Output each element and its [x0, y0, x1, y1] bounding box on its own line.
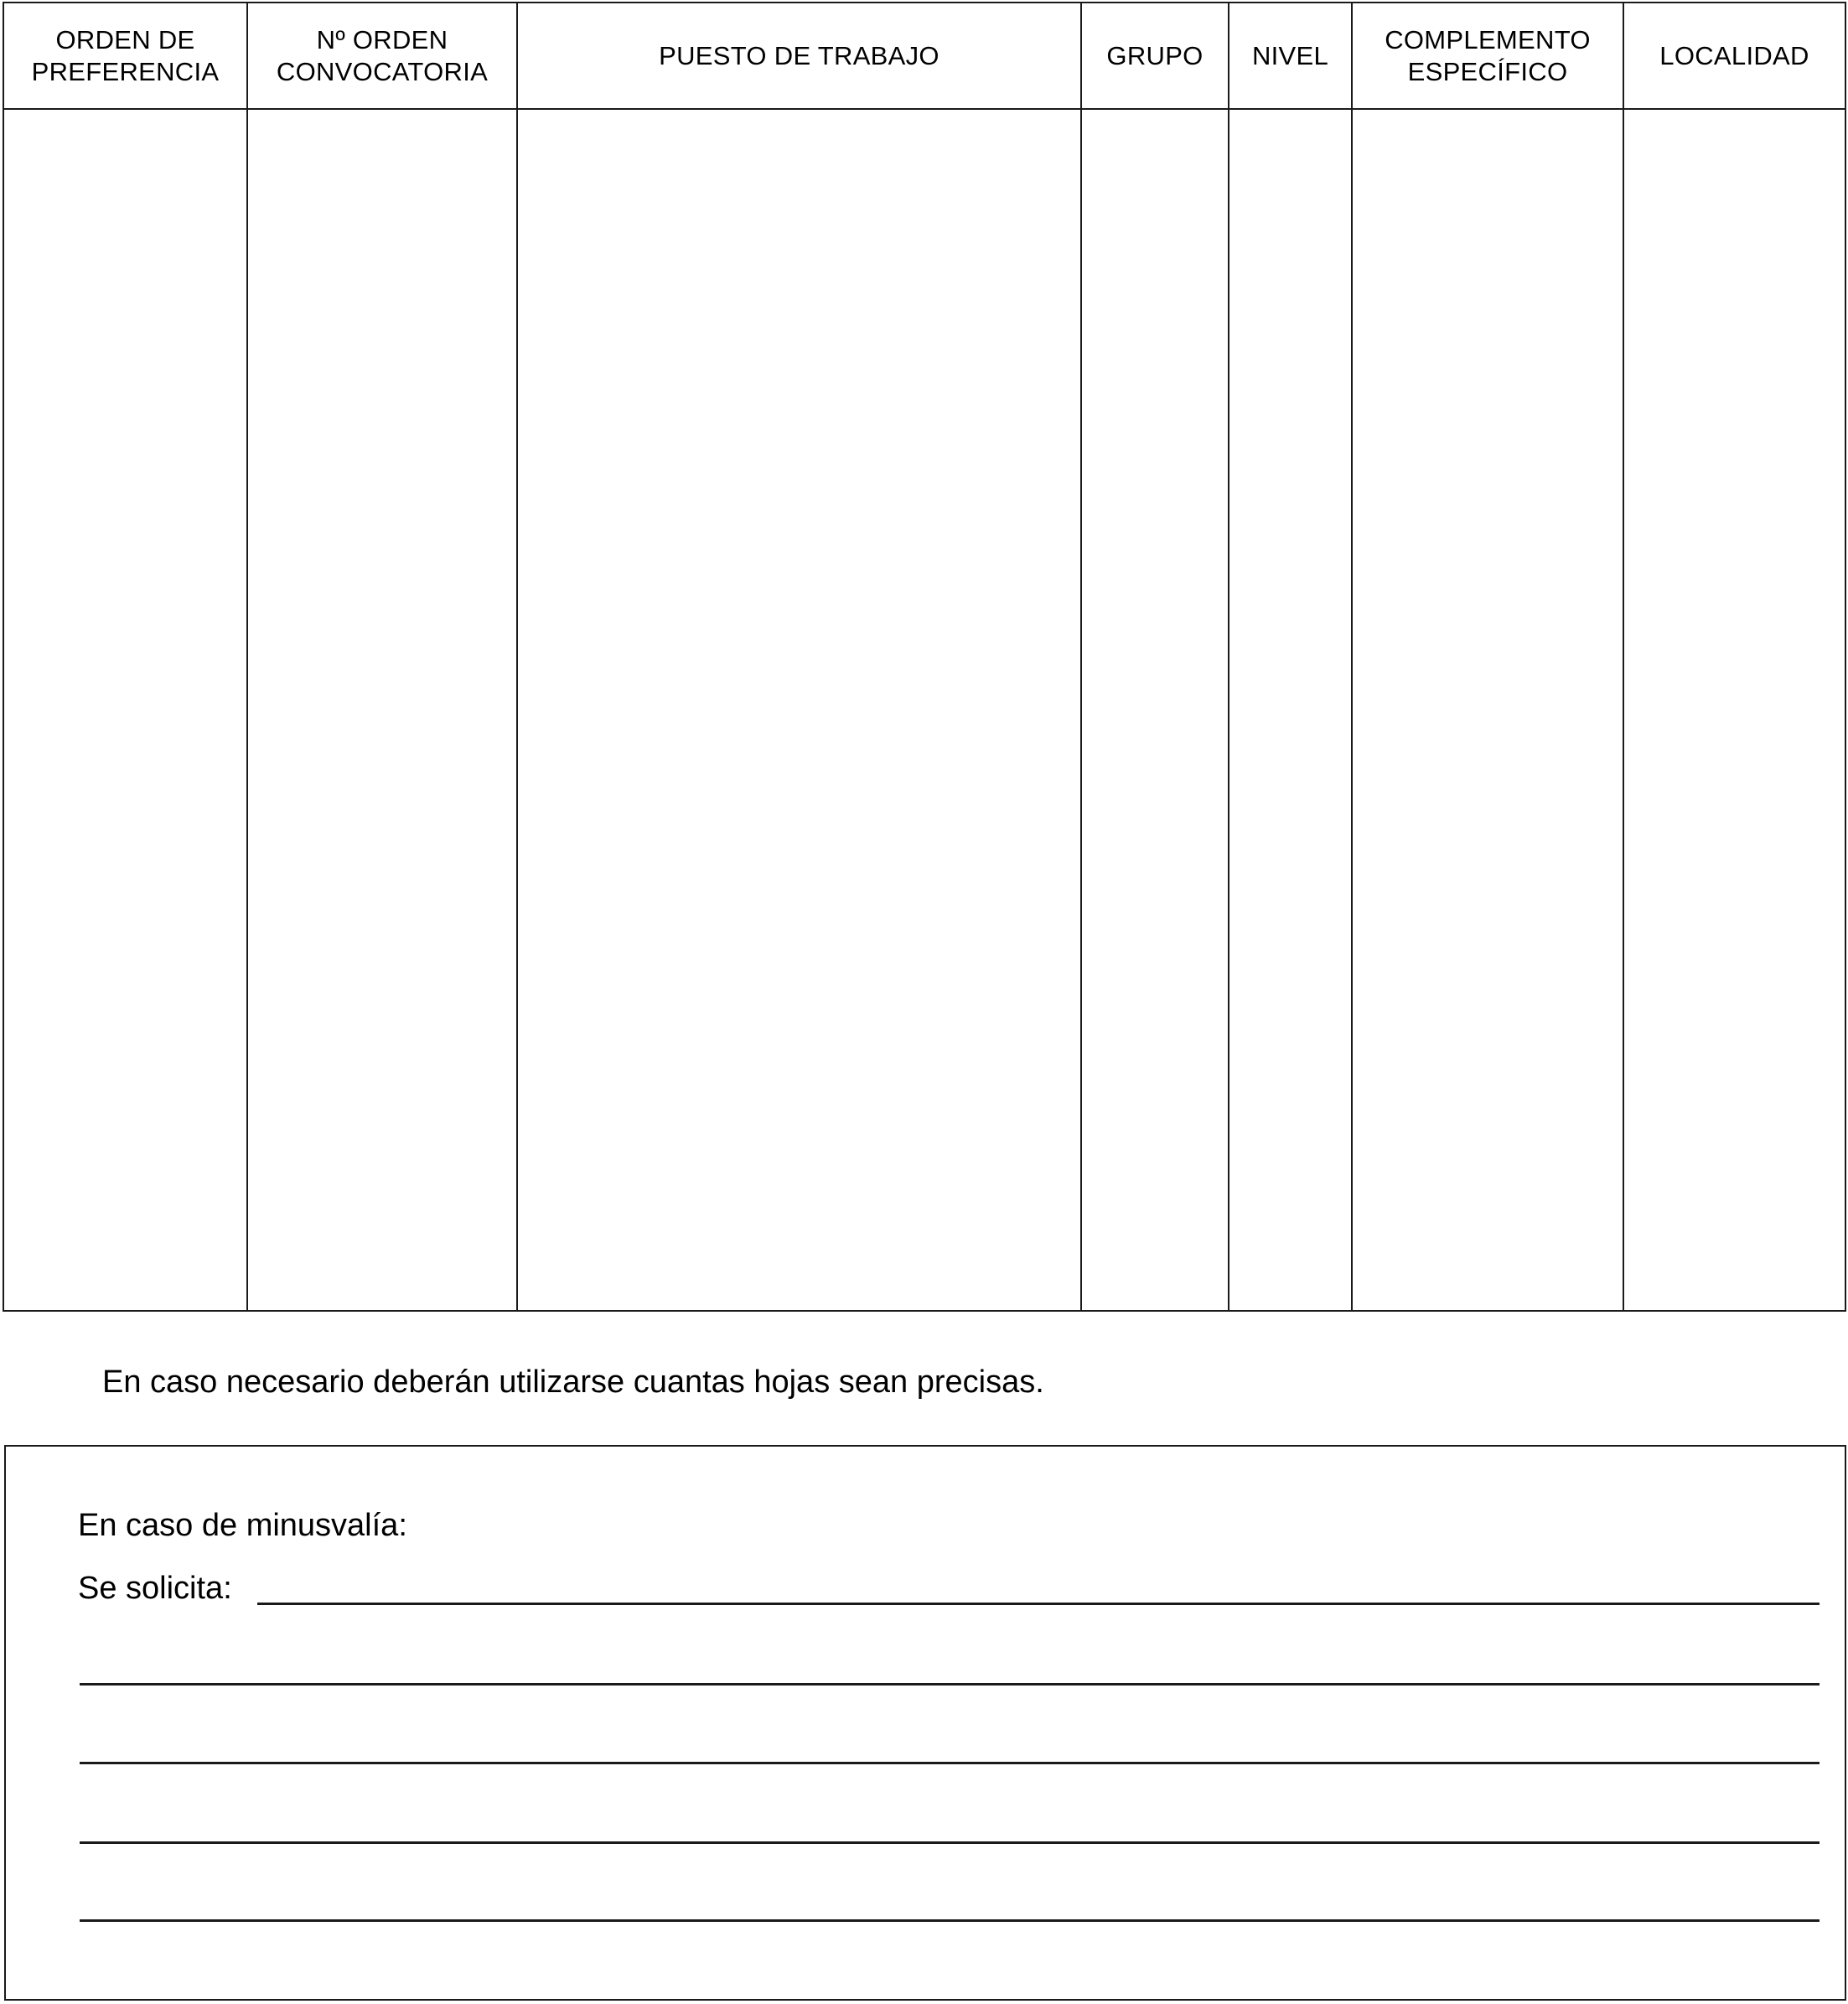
request-line-2[interactable]	[80, 1683, 1820, 1686]
header-orden-preferencia: ORDEN DE PREFERENCIA	[3, 3, 247, 109]
request-label: Se solicita:	[78, 1571, 232, 1606]
extra-sheets-note: En caso necesario deberán utilizarse cuantas hojas sean precisas.	[102, 1364, 1044, 1400]
cell-puesto-de-trabajo[interactable]	[517, 109, 1081, 1311]
request-line-3[interactable]	[80, 1762, 1820, 1764]
table-header-row	[3, 3, 1845, 109]
disability-request-box	[4, 1445, 1846, 2001]
table-row	[3, 109, 1845, 1311]
request-line-5[interactable]	[80, 1919, 1820, 1922]
header-grupo: GRUPO	[1081, 3, 1229, 109]
request-line-4[interactable]	[80, 1841, 1820, 1844]
disability-title: En caso de minusvalía:	[78, 1508, 407, 1543]
cell-localidad[interactable]	[1623, 109, 1845, 1311]
header-localidad: LOCALIDAD	[1623, 3, 1845, 109]
cell-numero-orden-convocatoria[interactable]	[247, 109, 517, 1311]
header-puesto-de-trabajo: PUESTO DE TRABAJO	[517, 3, 1081, 109]
header-numero-orden-convocatoria: Nº ORDEN CONVOCATORIA	[247, 3, 517, 109]
cell-orden-preferencia[interactable]	[3, 109, 247, 1311]
cell-nivel[interactable]	[1229, 109, 1352, 1311]
header-complemento-especifico: COMPLEMENTO ESPECÍFICO	[1352, 3, 1623, 109]
header-nivel: NIVEL	[1229, 3, 1352, 109]
preferences-table	[3, 2, 1846, 1312]
cell-grupo[interactable]	[1081, 109, 1229, 1311]
request-line-1[interactable]	[257, 1603, 1820, 1605]
cell-complemento-especifico[interactable]	[1352, 109, 1623, 1311]
